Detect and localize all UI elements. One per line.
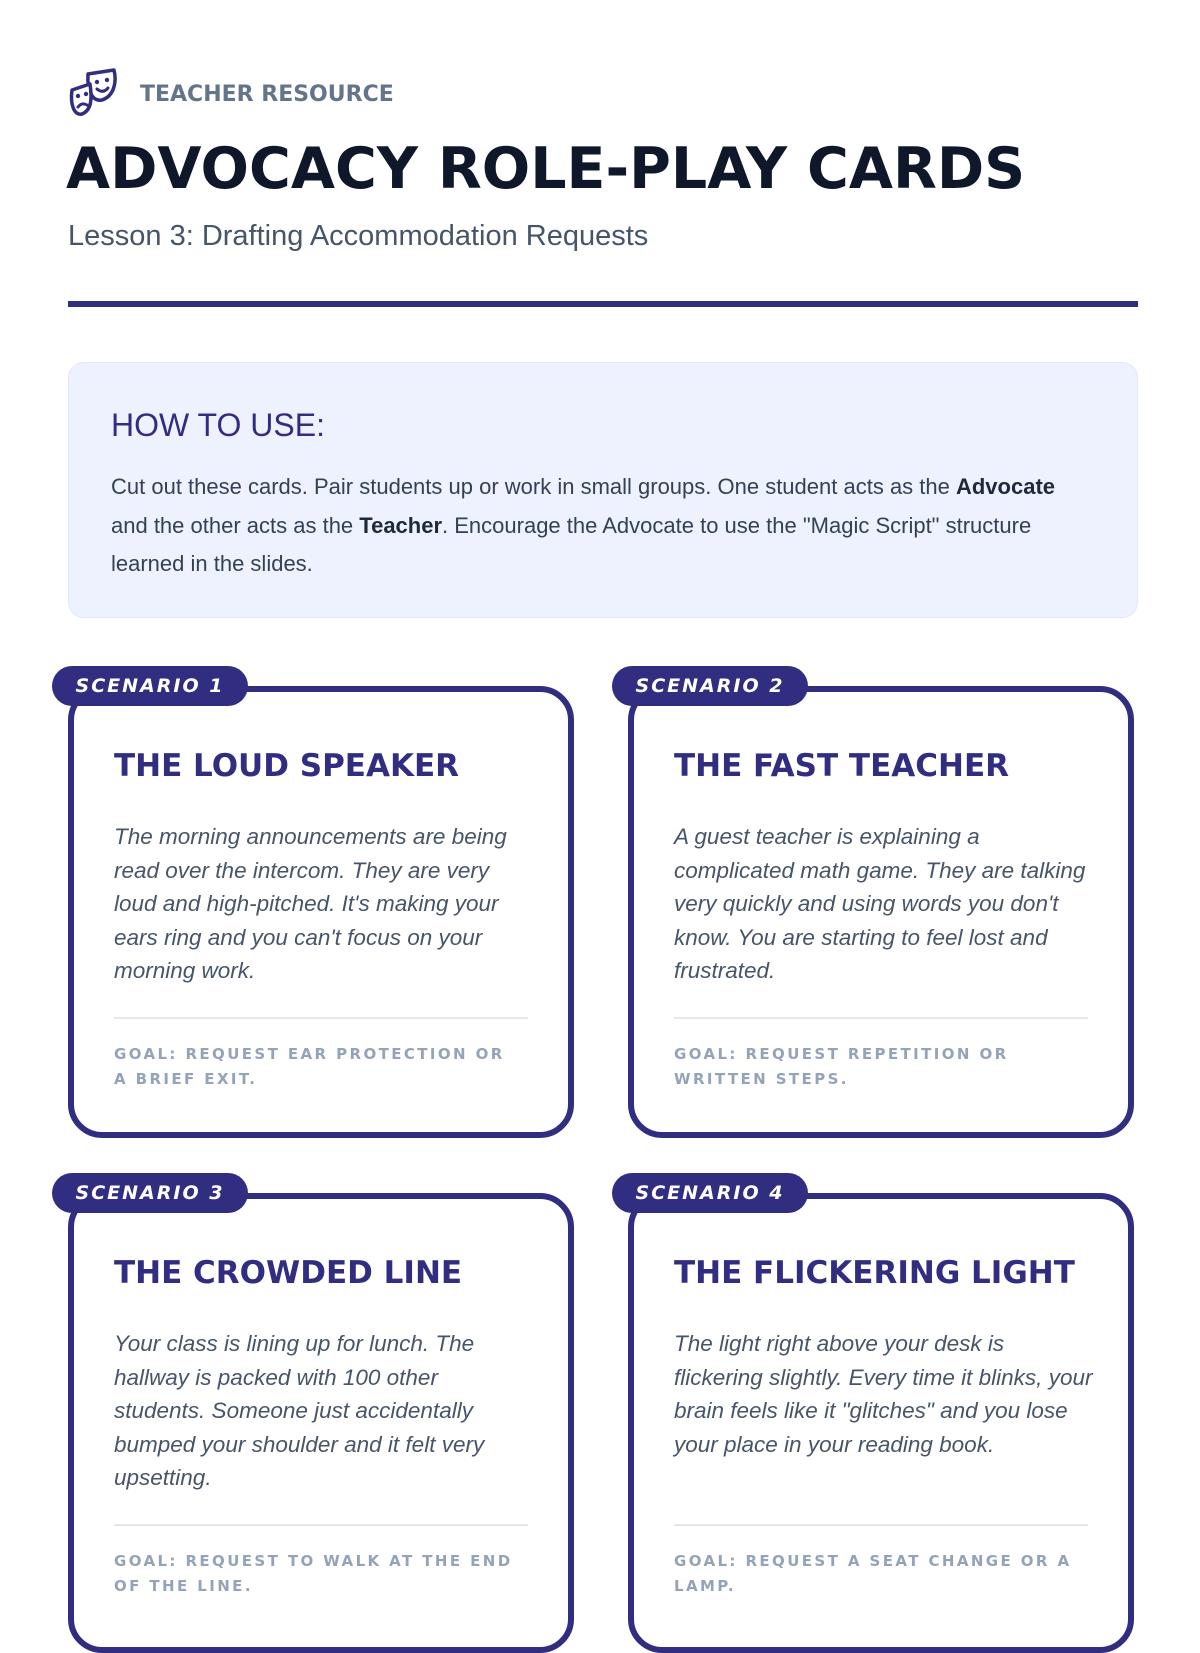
how-to-use-text-part: . Encourage the Advocate to use the "Magic Script" structure learned in the slides. <box>111 512 1032 576</box>
scenario-goal: GOAL: REQUEST TO WALK AT THE END OF THE LINE. <box>114 1552 513 1595</box>
scenario-title: THE FAST TEACHER <box>674 748 1009 784</box>
page-title: ADVOCACY ROLE-PLAY CARDS <box>66 136 1026 202</box>
scenario-card <box>68 675 574 1138</box>
teacher-term: Teacher <box>359 512 443 538</box>
scenario-goal: GOAL: REQUEST EAR PROTECTION OR A BRIEF EXIT. <box>114 1045 505 1088</box>
scenario-title: THE LOUD SPEAKER <box>114 748 460 784</box>
how-to-use-text-part: Cut out these cards. Pair students up or work in small groups. One student acts as the <box>111 474 956 499</box>
card-divider <box>674 1017 1088 1019</box>
theater-masks-icon <box>68 68 120 120</box>
scenario-tab: SCENARIO 4 <box>612 1173 808 1213</box>
scenario-card <box>628 675 1134 1138</box>
how-to-use-text-part: and the other acts as the <box>111 512 360 538</box>
how-to-use-title: HOW TO USE: <box>111 407 325 443</box>
scenario-tab: SCENARIO 1 <box>52 666 248 706</box>
scenario-tab: SCENARIO 3 <box>52 1173 248 1213</box>
header-top <box>68 68 394 120</box>
card-divider <box>674 1524 1088 1526</box>
page-subtitle: Lesson 3: Drafting Accommodation Requests <box>68 220 649 252</box>
scenario-goal: GOAL: REQUEST REPETITION OR WRITTEN STEPS. <box>674 1045 1009 1088</box>
scenario-card <box>68 1182 574 1653</box>
header-divider <box>68 301 1138 307</box>
how-to-use-box <box>68 362 1138 618</box>
how-to-use-text <box>111 468 1095 584</box>
advocate-term: Advocate <box>955 474 1056 499</box>
scenario-description: The light right above your desk is flickering slightly. Every time it blinks, your brain feels like it "glitches" and you lose your place in your reading book. <box>674 1331 1093 1457</box>
scenario-title: THE CROWDED LINE <box>114 1255 463 1291</box>
scenario-description: Your class is lining up for lunch. The hallway is packed with 100 other students. Someone just accidentally bumped your shoulder and it felt very upsetting. <box>114 1331 485 1490</box>
card-divider <box>114 1017 528 1019</box>
scenario-tab: SCENARIO 2 <box>612 666 808 706</box>
card-divider <box>114 1524 528 1526</box>
scenario-description: A guest teacher is explaining a complicated math game. They are talking very quickly and using words you don't know. You are starting to feel lost and frustrated. <box>674 824 1086 983</box>
scenario-description: The morning announcements are being read over the intercom. They are very loud and high-pitched. It's making your ears ring and you can't focus on your morning work. <box>114 824 507 983</box>
resource-label: TEACHER RESOURCE <box>140 81 394 107</box>
scenario-goal: GOAL: REQUEST A SEAT CHANGE OR A LAMP. <box>674 1552 1072 1595</box>
scenario-card <box>628 1182 1134 1653</box>
scenario-title: THE FLICKERING LIGHT <box>674 1255 1075 1291</box>
